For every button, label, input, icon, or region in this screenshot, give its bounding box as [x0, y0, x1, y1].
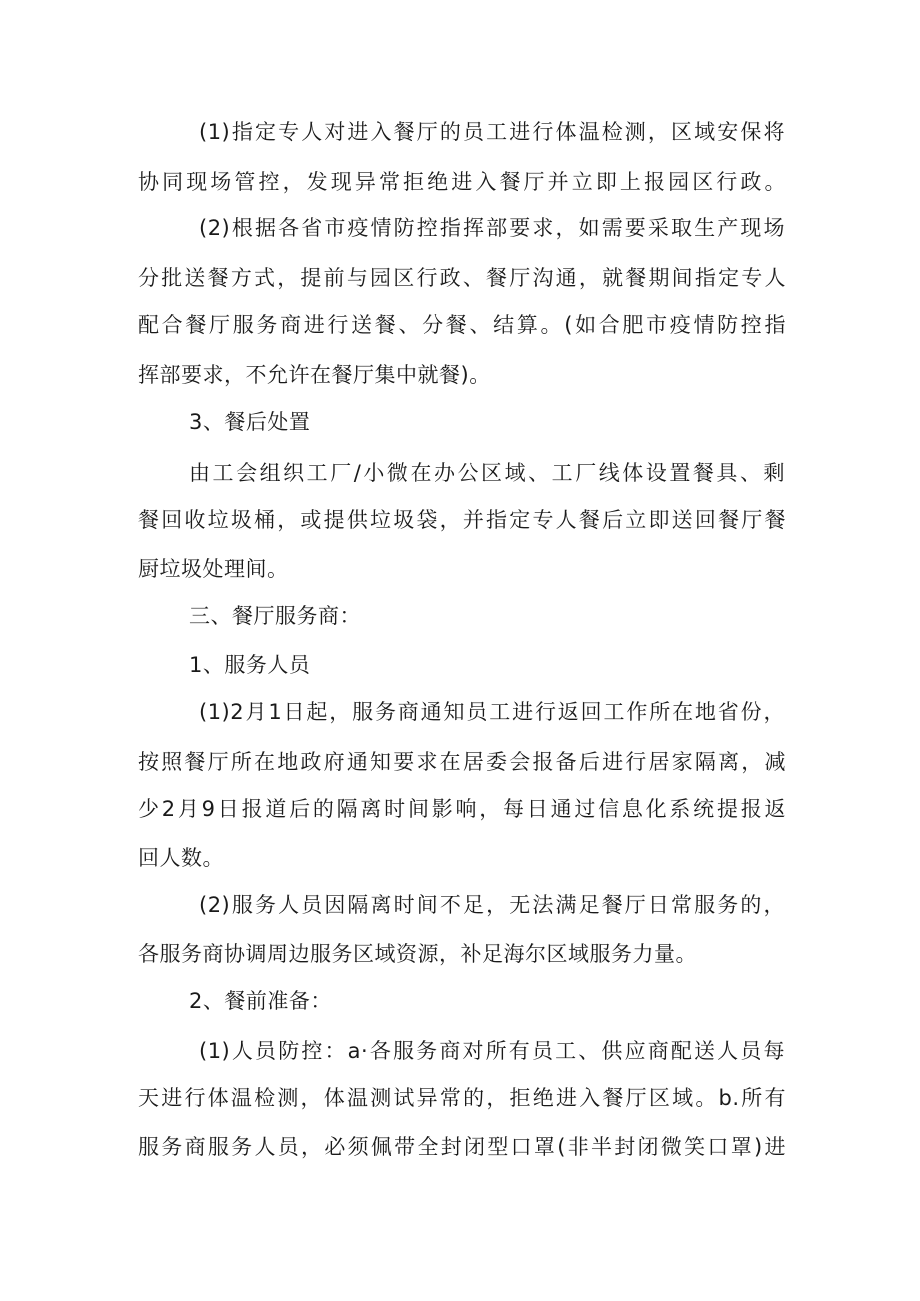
text: (2)服务人员因隔离时间不足，无法满足餐厅日常服务的， — [199, 893, 785, 917]
text: 配合餐厅服务商进行送餐、分餐、结算。(如合肥市疫情防控指 — [138, 313, 786, 337]
text-line — [0, 303, 786, 347]
text: 餐回收垃圾桶，或提供垃圾袋，并指定专人餐后立即送回餐厅餐 — [138, 508, 786, 532]
text: 挥部要求，不允许在餐厅集中就餐)。 — [138, 363, 491, 387]
text-line — [0, 353, 920, 397]
text-line — [0, 160, 786, 204]
section-heading — [0, 979, 920, 1023]
text-line — [0, 932, 920, 976]
text-line — [0, 787, 786, 831]
text: 3、餐后处置 — [189, 410, 311, 434]
text-line — [0, 547, 920, 591]
text: 厨垃圾处理间。 — [138, 557, 289, 581]
text-line — [0, 690, 785, 734]
text: 各服务商协调周边服务区域资源，补足海尔区域服务力量。 — [138, 942, 697, 966]
text: (1)指定专人对进入餐厅的员工进行体温检测，区域安保将 — [199, 120, 785, 144]
text: 1、服务人员 — [189, 653, 311, 677]
text-line — [0, 740, 786, 784]
text: 由工会组织工厂/小微在办公区域、工厂线体设置餐具、剩 — [189, 461, 785, 485]
text: (1)人员防控：a·各服务商对所有员工、供应商配送人员每 — [199, 1039, 785, 1063]
text-line — [0, 498, 786, 542]
text-line — [0, 836, 920, 880]
text: 回人数。 — [138, 846, 224, 870]
text-line — [0, 110, 785, 154]
text-line — [0, 256, 786, 300]
section-heading — [0, 594, 920, 638]
text-line — [0, 1029, 785, 1073]
text: 协同现场管控，发现异常拒绝进入餐厅并立即上报园区行政。 — [138, 170, 786, 194]
text-line — [0, 1076, 786, 1120]
text: 按照餐厅所在地政府通知要求在居委会报备后进行居家隔离，减 — [138, 750, 786, 774]
text-line — [0, 451, 785, 495]
text: (2)根据各省市疫情防控指挥部要求，如需要采取生产现场 — [199, 216, 785, 240]
text: (1)2月1日起，服务商通知员工进行返回工作所在地省份， — [199, 700, 785, 724]
text-line — [0, 1125, 786, 1169]
section-heading — [0, 643, 920, 687]
text: 三、餐厅服务商： — [189, 604, 361, 628]
text: 天进行体温检测，体温测试异常的，拒绝进入餐厅区域。b.所有 — [138, 1086, 786, 1110]
text-line — [0, 883, 785, 927]
section-heading — [0, 400, 920, 444]
text: 分批送餐方式，提前与园区行政、餐厅沟通，就餐期间指定专人 — [138, 266, 786, 290]
text: 少2月9日报道后的隔离时间影响，每日通过信息化系统提报返 — [138, 797, 786, 821]
text: 2、餐前准备： — [189, 989, 332, 1013]
text-line — [0, 206, 785, 250]
text: 服务商服务人员，必须佩带全封闭型口罩(非半封闭微笑口罩)进 — [138, 1135, 786, 1159]
